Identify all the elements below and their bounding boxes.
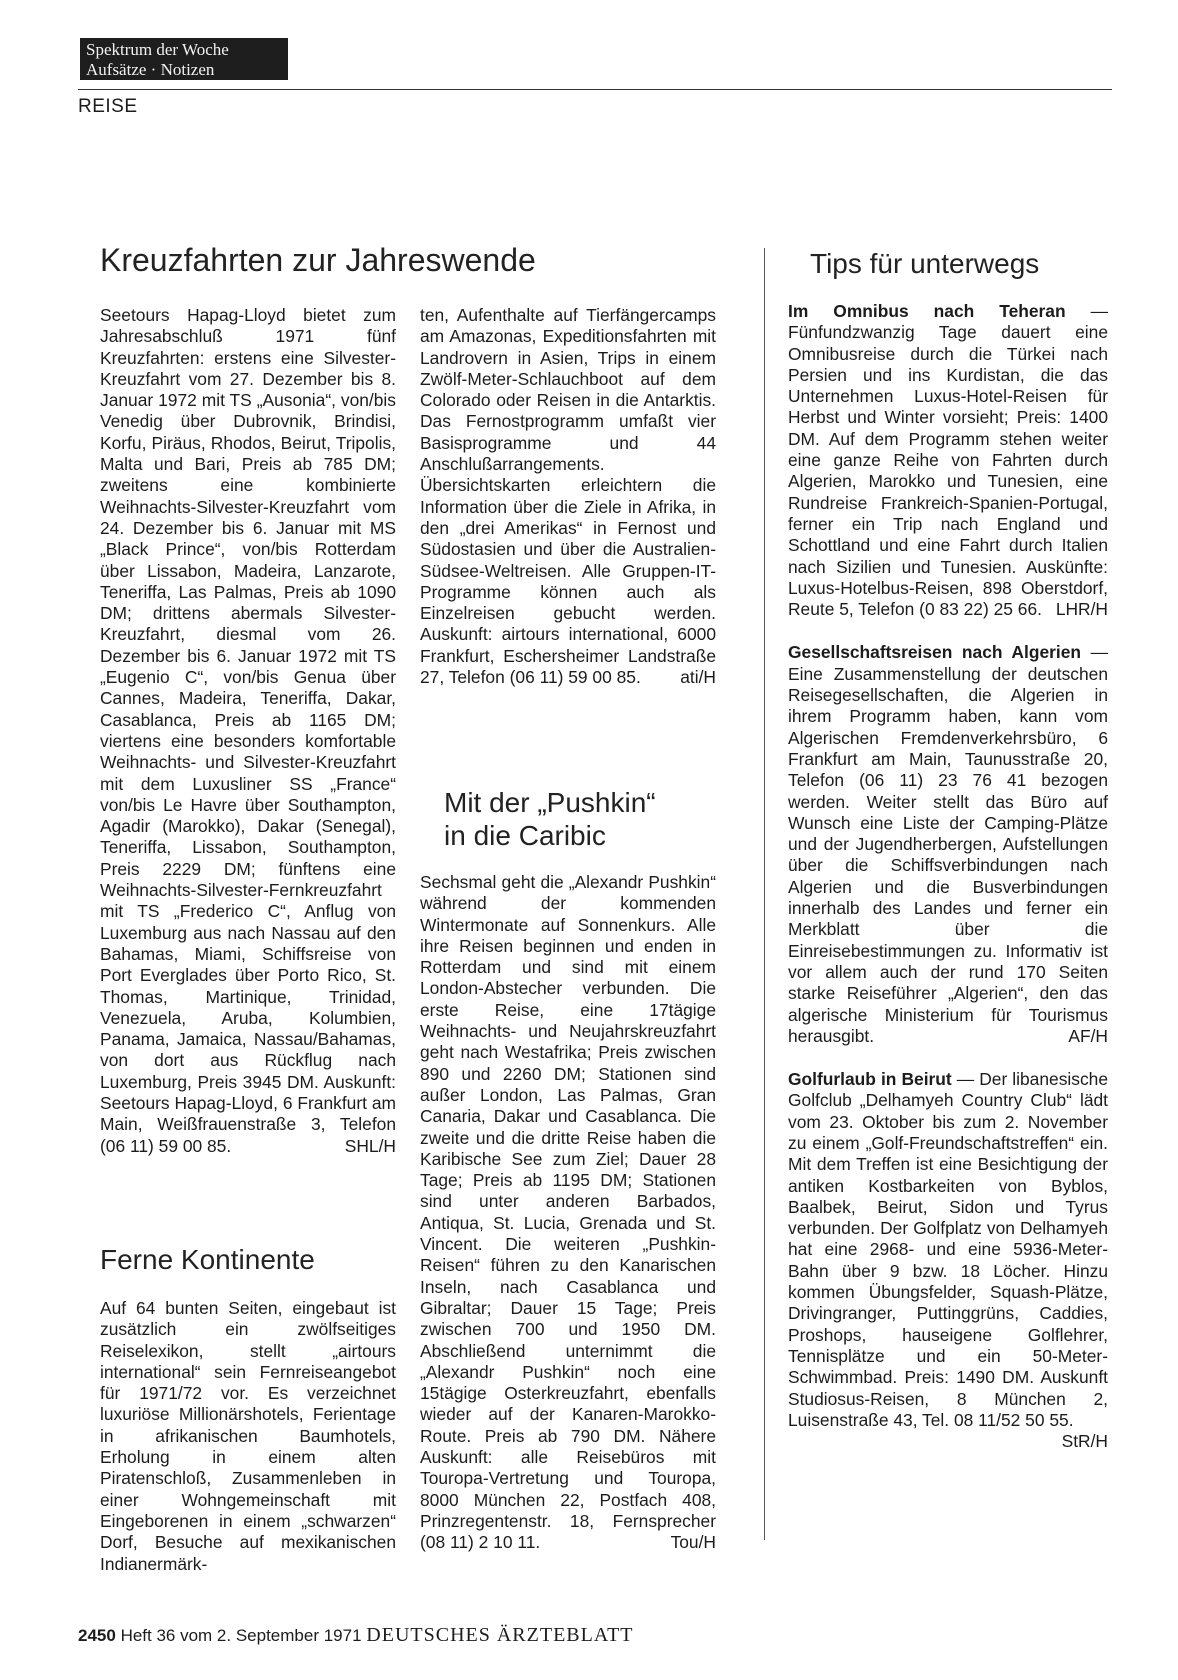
author-signature: StR/H bbox=[1061, 1431, 1108, 1452]
title-line-1: Mit der „Pushkin“ bbox=[444, 787, 656, 818]
article-column-tips bbox=[788, 301, 1108, 1452]
page-footer bbox=[78, 1624, 634, 1647]
page-number: 2450 bbox=[78, 1626, 116, 1645]
tip-body: — Der libanesische Golfclub „Delhamyeh Country Club“ lädt vom 23. Oktober bis zum 2. November zu einem „Golf-Freundschaftstreffen“ ein. Mit dem Treffen ist eine Besichtigung der antiken Kostbarkeiten von Byblos, Baalbek, Beirut, Sidon und Tyrus verbunden. Der Golfplatz von Delhamyeh hat eine 2968- und eine 5936-Meter-Bahn über 9 bzw. 18 Löcher. Hinzu kommen Übungsfelder, Squash-Plätze, Drivingranger, Puttinggrüns, Caddies, Proshops, hauseigene Golflehrer, Tennisplätze und ein 50-Meter-Schwimmbad. Preis: 1490 DM. Auskunft Studiosus-Reisen, 8 München 2, Luisenstraße 43, Tel. 08 11/52 50 55. bbox=[788, 1069, 1108, 1430]
article-body-text: Seetours Hapag-Lloyd bietet zum Jahresabschluß 1971 fünf Kreuzfahrten: erstens eine Silvester-Kreuzfahrt vom 27. Dezember bis 8. Januar 1972 mit TS „Ausonia“, von/bis Venedig über Dubrovnik, Brindisi, Korfu, Piräus, Rhodos, Beirut, Tripolis, Malta und Bari, Preis ab 785 DM; zweitens eine kombinierte Weihnachts-Silvester-Kreuzfahrt vom 24. Dezember bis 6. Januar mit MS „Black Prince“, von/bis Rotterdam über Lissabon, Madeira, Lanzarote, Teneriffa, Las Palmas, Preis ab 1090 DM; drittens abermals Silvester-Kreuzfahrt, diesmal vom 26. Dezember bis 6. Januar 1972 mit TS „Eugenio C“, von/bis Genua über Cannes, Madeira, Teneriffa, Dakar, Casablanca, Preis ab 1165 DM; viertens eine besonders komfortable Weihnachts- und Silvester-Kreuzfahrt mit dem Luxusliner SS „France“ von/bis Le Havre über Southampton, Agadir (Marokko), Dakar (Senegal), Teneriffa, Lissabon, Southampton, Preis 2229 DM; fünftens eine Weihnachts-Silvester-Fernkreuzfahrt mit TS „Frederico C“, Anflug von Luxemburg aus nach Nassau auf den Bahamas, Miami, Schiffsreise von Port Everglades über Porto Rico, St. Thomas, Martinique, Trinidad, Venezuela, Aruba, Kolumbien, Panama, Jamaica, Nassau/Bahamas, von dort aus Rückflug nach Luxemburg, Preis 3945 DM. Auskunft: Seetours Hapag-Lloyd, 6 Frankfurt am Main, Weißfrauenstraße 3, Telefon (06 11) 59 00 85. bbox=[100, 305, 396, 1156]
article-title-tips: Tips für unterwegs bbox=[810, 248, 1040, 279]
article-paragraph bbox=[420, 305, 716, 688]
article-body-text: ten, Aufenthalte auf Tierfängercamps am Amazonas, Expeditionsfahrten mit Landrovern in Asien, Trips in einem Zwölf-Meter-Schlauchboot auf dem Colorado oder Reisen in die Antarktis. Das Fernostprogramm umfaßt vier Basisprogramme und 44 Anschlußarrangements. Übersichtskarten erleichtern die Information über die Ziele in Afrika, in den „drei Amerikas“ in Fernost und Südostasien und über die Australien-Südsee-Weltreisen. Alle Gruppen-IT-Programme können auch als Einzelreisen gebucht werden. Auskunft: airtours international, 6000 Frankfurt, Eschersheimer Landstraße 27, Telefon (06 11) 59 00 85. bbox=[420, 305, 716, 688]
tip-item bbox=[788, 1069, 1108, 1452]
article-body-text: Auf 64 bunten Seiten, eingebaut ist zusätzlich ein zwölfseitiges Reiselexikon, stellt „airtours international“ sein Fernreiseangebot für 1971/72 vor. Es verzeichnet luxuriöse Millionärshotels, Ferientage in afrikanischen Baumhotels, Erholung in einem alten Piratenschloß, Zusammenleben in einer Wohngemeinschaft mit Eingeborenen in einem „schwarzen“ Dorf, Besuche auf mexikanischen Indianermärk- bbox=[100, 1298, 396, 1574]
article-paragraph bbox=[100, 305, 396, 1157]
header-rule bbox=[78, 89, 1112, 90]
author-signature: LHR/H bbox=[1055, 599, 1108, 620]
article-column-2 bbox=[420, 305, 716, 688]
label-line-1: Spektrum der Woche bbox=[86, 40, 229, 59]
section-label-box bbox=[80, 38, 288, 80]
author-signature: ati/H bbox=[680, 667, 716, 688]
tip-item bbox=[788, 301, 1108, 620]
section-title: REISE bbox=[78, 96, 138, 117]
tip-lead: Golfurlaub in Beirut bbox=[788, 1069, 952, 1090]
title-line-2: in die Caribic bbox=[444, 820, 606, 851]
article-title-kreuzfahrten: Kreuzfahrten zur Jahreswende bbox=[100, 242, 536, 278]
article-paragraph bbox=[420, 872, 716, 1554]
tip-body: — Fünfundzwanzig Tage dauert eine Omnibusreise durch die Türkei nach Persien und ins Kurdistan, die das Unternehmen Luxus-Hotel-Reisen für Herbst und Winter vorsieht; Preis: 1400 DM. Auf dem Programm stehen weiter eine ganze Reihe von Fahrten durch Algerien, Marokko und Tunesien, eine Rundreise Frankreich-Spanien-Portugal, ferner ein Trip nach England und Schottland und eine Fahrt durch Italien nach Sizilien und Tunesien. Auskünfte: Luxus-Hotelbus-Reisen, 898 Oberstdorf, Reute 5, Telefon (0 83 22) 25 66. bbox=[788, 301, 1108, 620]
column-divider bbox=[764, 248, 765, 1540]
tip-lead: Gesellschaftsreisen nach Algerien bbox=[788, 642, 1082, 663]
author-signature: Tou/H bbox=[670, 1532, 716, 1553]
label-line-2: Aufsätze · Notizen bbox=[86, 60, 215, 79]
author-signature: AF/H bbox=[1068, 1025, 1108, 1046]
article-title-pushkin bbox=[444, 786, 656, 852]
article-column-pushkin bbox=[420, 872, 716, 1554]
tip-body: — Eine Zusammenstellung der deutschen Reisegesellschaften, die Algerien in ihrem Programm haben, kann vom Algerischen Fremdenverkehrsbüro, 6 Frankfurt am Main, Taunusstraße 20, Telefon (06 11) 23 76 41 bezogen werden. Weiter stellt das Büro auf Wunsch eine Liste der Camping-Plätze und der Jugendherbergen, Aufstellungen über die Schiffsverbindungen nach Algerien und die Busverbindungen innerhalb des Landes und ferner ein Merkblatt über die Einreisebestimmungen zu. Informativ ist vor allem auch der rund 170 Seiten starke Reiseführer „Algerien“, den das algerische Ministerium für Tourismus herausgibt. bbox=[788, 642, 1108, 1046]
tip-item bbox=[788, 642, 1108, 1047]
article-column-1 bbox=[100, 305, 396, 1157]
article-column-ferne bbox=[100, 1298, 396, 1575]
article-body-text: Sechsmal geht die „Alexandr Pushkin“ während der kommenden Wintermonate auf Sonnenkurs. Alle ihre Reisen beginnen und enden in Rotterdam und sind mit einem London-Abstecher verbunden. Die erste Reise, eine 17tägige Weihnachts- und Neujahrskreuzfahrt geht nach Westafrika; Preis zwischen 890 und 2260 DM; Stationen sind außer London, Las Palmas, Gran Canaria, Dakar und Casablanca. Die zweite und die dritte Reise haben die Karibische See zum Ziel; Dauer 28 Tage; Preis ab 1195 DM; Stationen sind unter anderen Barbados, Antiqua, St. Lucia, Grenada und St. Vincent. Die weiteren „Pushkin-Reisen“ führen zu den Kanarischen Inseln, nach Casablanca und Gibraltar; Dauer 15 Tage; Preis zwischen 700 und 1950 DM. Abschließend unternimmt die „Alexandr Pushkin“ noch eine 15tägige Osterkreuzfahrt, ebenfalls wieder auf der Kanaren-Marokko-Route. Preis ab 790 DM. Nähere Auskunft: alle Reisebüros mit Touropa-Vertretung und Touropa, 8000 München 22, Postfach 408, Prinzregentenstr. 18, Fernsprecher (08 11) 2 10 11. bbox=[420, 872, 716, 1553]
article-title-ferne-kontinente: Ferne Kontinente bbox=[100, 1244, 315, 1275]
issue-info: Heft 36 vom 2. September 1971 bbox=[120, 1626, 362, 1645]
tip-lead: Im Omnibus nach Teheran bbox=[788, 301, 1066, 321]
journal-name: DEUTSCHES ÄRZTEBLATT bbox=[366, 1624, 634, 1646]
author-signature: SHL/H bbox=[344, 1135, 396, 1156]
